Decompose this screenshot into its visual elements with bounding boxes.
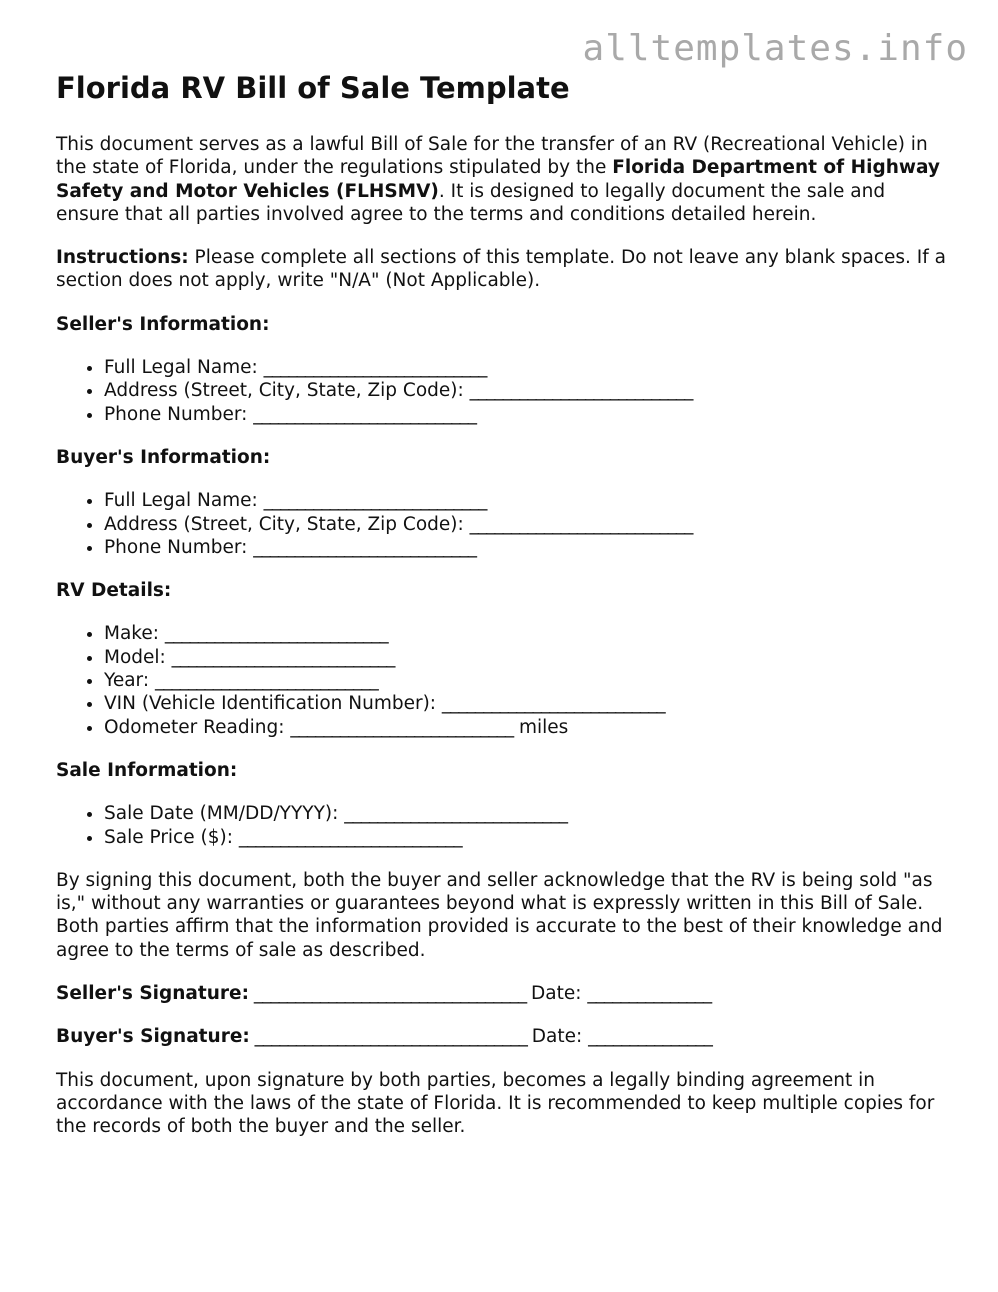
seller-signature-label: Seller's Signature:	[56, 983, 249, 1005]
seller-name-blank[interactable]: ___________________________	[263, 357, 487, 379]
rv-make-field: • Make: ___________________________	[104, 622, 946, 645]
rv-section-title: RV Details:	[56, 580, 172, 602]
instructions-text: Please complete all sections of this template. Do not leave any blank spaces. If a section does not apply, write "N/A" (Not Applicable).	[56, 247, 946, 292]
document-page	[56, 70, 946, 1159]
rv-vin-field: • VIN (Vehicle Identification Number): ___________________________	[104, 692, 946, 715]
closing-paragraph: This document, upon signature by both parties, becomes a legally binding agreement in accordance with the laws of the state of Florida. It is recommended to keep multiple copies for the records of both the buyer and the seller.	[56, 1069, 935, 1138]
buyer-name-blank[interactable]: ___________________________	[263, 490, 487, 512]
instructions-label: Instructions:	[56, 247, 189, 269]
seller-signature-blank[interactable]: _________________________________	[249, 983, 532, 1005]
acknowledgement-paragraph: By signing this document, both the buyer and seller acknowledge that the RV is being sold "as is," without any warranties or guarantees beyond what is expressly written in this Bill of Sale. Both parties affirm that the information provided is accurate to the best of their knowledge and agree to the terms of sale as described.	[56, 869, 943, 961]
odometer-unit: miles	[513, 716, 569, 738]
rv-year-blank[interactable]: ___________________________	[154, 670, 378, 692]
sale-price-blank[interactable]: ___________________________	[238, 826, 462, 848]
rv-model-blank[interactable]: ___________________________	[171, 646, 395, 668]
seller-address-blank[interactable]: ___________________________	[469, 380, 693, 402]
buyer-address-blank[interactable]: ___________________________	[469, 513, 693, 535]
intro-text-1: This document serves as a lawful Bill of Sale for the transfer of an RV (Recreational Vehicle) in the state of Florida, under the regulations stipulated by the	[56, 134, 928, 179]
rv-model-field: • Model: ___________________________	[104, 646, 946, 669]
seller-section-title: Seller's Information:	[56, 313, 270, 335]
sale-section-title: Sale Information:	[56, 759, 238, 781]
intro-text-2: . It is designed to legally document the sale and ensure that all parties involved agree to the terms and conditions detailed herein.	[56, 180, 886, 225]
seller-fields-list	[56, 356, 946, 426]
buyer-address-field: • Address (Street, City, State, Zip Code): ___________________________	[104, 513, 946, 536]
buyer-signature-line	[56, 1025, 946, 1048]
seller-name-field: • Full Legal Name: ___________________________	[104, 356, 946, 379]
sale-price-field: • Sale Price ($): ___________________________	[104, 826, 946, 849]
rv-odometer-field: • Odometer Reading: ___________________________ miles	[104, 716, 946, 739]
sale-fields-list	[56, 802, 946, 849]
buyer-fields-list	[56, 489, 946, 559]
seller-date-blank[interactable]: _______________	[587, 983, 712, 1005]
intro-paragraph	[56, 133, 946, 226]
rv-year-field: • Year: ___________________________	[104, 669, 946, 692]
seller-phone-field: • Phone Number: ___________________________	[104, 403, 946, 426]
buyer-signature-label: Buyer's Signature:	[56, 1026, 250, 1048]
seller-signature-line	[56, 982, 946, 1005]
rv-fields-list	[56, 622, 946, 738]
buyer-section-title: Buyer's Information:	[56, 446, 271, 468]
buyer-date-blank[interactable]: _______________	[588, 1026, 712, 1048]
intro-agency-name: Florida Department of Highway Safety and Motor Vehicles (FLHSMV)	[56, 157, 940, 202]
buyer-date-label: Date:	[531, 1026, 589, 1048]
buyer-phone-blank[interactable]: ___________________________	[253, 536, 477, 558]
watermark: alltemplates.info	[582, 28, 968, 69]
seller-phone-blank[interactable]: ___________________________	[253, 403, 477, 425]
rv-vin-blank[interactable]: ___________________________	[441, 693, 665, 715]
buyer-name-field: • Full Legal Name: ___________________________	[104, 489, 946, 512]
page-title: Florida RV Bill of Sale Template	[56, 71, 570, 105]
buyer-signature-blank[interactable]: _________________________________	[249, 1026, 532, 1048]
seller-date-label: Date:	[531, 983, 588, 1005]
buyer-phone-field: • Phone Number: ___________________________	[104, 536, 946, 559]
sale-date-field: • Sale Date (MM/DD/YYYY): ___________________________	[104, 802, 946, 825]
seller-address-field: • Address (Street, City, State, Zip Code): ___________________________	[104, 379, 946, 402]
instructions-paragraph	[56, 246, 946, 293]
rv-make-blank[interactable]: ___________________________	[164, 623, 388, 645]
sale-date-blank[interactable]: ___________________________	[344, 803, 567, 825]
rv-odometer-blank[interactable]: ___________________________	[290, 716, 514, 738]
